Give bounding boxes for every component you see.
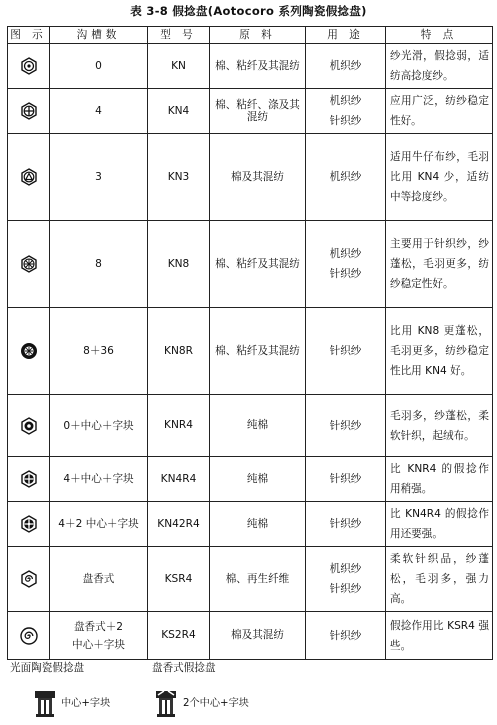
material-cell: 棉、粘纤、涤及其混纺 (210, 89, 306, 134)
coil-incense-disc-icon (20, 570, 38, 588)
use-cell (306, 308, 386, 395)
use-label: 针织纱 (329, 345, 362, 357)
grooves-cell: 4＋2 中心＋字块 (50, 502, 148, 547)
diagram-cell (8, 308, 50, 395)
legend (0, 660, 497, 725)
table-row (8, 395, 493, 457)
features-cell: 比用 KN8 更蓬松，毛羽更多，纺纱稳定性比用 KN4 好。 (386, 308, 493, 395)
use-label: 针织纱 (329, 115, 362, 127)
model-cell: KS2R4 (148, 612, 210, 660)
grooves-cell: 0＋中心＋字块 (50, 395, 148, 457)
use-label: 机织纱 (329, 171, 362, 183)
diagram-cell (8, 612, 50, 660)
use-cell (306, 89, 386, 134)
model-cell: KN8 (148, 221, 210, 308)
use-cell (306, 44, 386, 89)
use-label: 针织纱 (329, 268, 362, 280)
use-cell (306, 502, 386, 547)
diagram-cell (8, 547, 50, 612)
diagram-cell (8, 44, 50, 89)
grooves-cell: 8 (50, 221, 148, 308)
grooves-cell: 盘香式 (50, 547, 148, 612)
four-two-groove-insert-disc-icon (20, 515, 38, 533)
plain-disc-icon (20, 57, 38, 75)
grooves-cell: 4＋中心＋字块 (50, 457, 148, 502)
table-title: 表 3-8 假捻盘(Aotocoro 系列陶瓷假捻盘) (130, 4, 367, 18)
spec-table (7, 26, 493, 660)
model-cell: KSR4 (148, 547, 210, 612)
header-features: 特 点 (386, 27, 493, 44)
material-cell: 棉、再生纤维 (210, 547, 306, 612)
material-cell: 棉、粘纤及其混纺 (210, 221, 306, 308)
model-cell: KN3 (148, 134, 210, 221)
model-cell: KNR4 (148, 395, 210, 457)
use-label: 针织纱 (329, 583, 362, 595)
diagram-cell (8, 89, 50, 134)
header-diagram: 图 示 (8, 27, 50, 44)
diagram-cell (8, 457, 50, 502)
table-row (8, 89, 493, 134)
header-grooves: 沟槽数 (50, 27, 148, 44)
material-cell: 棉及其混纺 (210, 134, 306, 221)
diagram-cell (8, 134, 50, 221)
diagram-cell (8, 502, 50, 547)
table-row (8, 502, 493, 547)
model-cell: KN4R4 (148, 457, 210, 502)
model-cell: KN8R (148, 308, 210, 395)
use-label: 机织纱 (329, 60, 362, 72)
use-label: 机织纱 (329, 563, 362, 575)
features-cell: 纱光滑，假捻弱，适纺高捻度纱。 (386, 44, 493, 89)
material-cell: 纯棉 (210, 502, 306, 547)
table-row (8, 134, 493, 221)
features-cell: 柔软针织品，纱蓬松，毛羽多，强力高。 (386, 547, 493, 612)
header-material: 原 料 (210, 27, 306, 44)
features-cell: 比 KN4R4 的假捻作用还要强。 (386, 502, 493, 547)
features-cell: 比 KNR4 的假捻作用稍强。 (386, 457, 493, 502)
use-cell (306, 395, 386, 457)
material-cell: 纯棉 (210, 457, 306, 502)
table-header-row (8, 27, 493, 44)
grooves-cell: 8＋36 (50, 308, 148, 395)
features-cell: 适用牛仔布纱，毛羽比用 KN4 少，适纺中等捻度纱。 (386, 134, 493, 221)
center-insert-block-icon (34, 690, 56, 722)
center-insert-disc-icon (20, 417, 38, 435)
table-row (8, 308, 493, 395)
diagram-cell (8, 221, 50, 308)
eight-groove-disc-icon (20, 255, 38, 273)
material-cell: 棉及其混纺 (210, 612, 306, 660)
use-cell (306, 547, 386, 612)
table-row (8, 457, 493, 502)
use-label: 针织纱 (329, 473, 362, 485)
three-groove-disc-icon (20, 168, 38, 186)
use-label: 针织纱 (329, 419, 362, 432)
material-cell: 棉、粘纤及其混纺 (210, 44, 306, 89)
four-groove-insert-disc-icon (20, 470, 38, 488)
legend-caption-smooth: 光面陶瓷假捻盘 (10, 662, 85, 674)
features-cell: 假捻作用比 KSR4 强些。 (386, 612, 493, 660)
grooves-cell: 4 (50, 89, 148, 134)
header-use: 用 途 (306, 27, 386, 44)
grooves-cell: 盘香式＋2 中心＋字块 (50, 612, 148, 660)
features-cell: 应用广泛，纺纱稳定性好。 (386, 89, 493, 134)
use-label: 机织纱 (329, 248, 362, 260)
two-center-insert-block-icon (154, 690, 178, 722)
legend-label-two-center-insert: 2个中心+字块 (183, 698, 249, 709)
use-cell (306, 612, 386, 660)
grooves-cell: 0 (50, 44, 148, 89)
use-label: 针织纱 (329, 518, 362, 530)
table-row (8, 612, 493, 660)
diagram-cell (8, 395, 50, 457)
use-label: 机织纱 (329, 95, 362, 107)
material-cell: 棉、粘纤及其混纺 (210, 308, 306, 395)
gear-disc-icon (20, 342, 38, 360)
table-row (8, 221, 493, 308)
use-cell (306, 134, 386, 221)
model-cell: KN4 (148, 89, 210, 134)
material-cell: 纯棉 (210, 395, 306, 457)
legend-caption-coil: 盘香式假捻盘 (152, 662, 216, 674)
use-label: 针织纱 (329, 629, 362, 642)
table-row (8, 547, 493, 612)
coil-incense-two-insert-disc-icon (20, 627, 38, 645)
four-groove-disc-icon (20, 102, 38, 120)
table-row (8, 44, 493, 89)
header-model: 型 号 (148, 27, 210, 44)
legend-label-center-insert: 中心+字块 (61, 698, 111, 709)
use-cell (306, 221, 386, 308)
use-cell (306, 457, 386, 502)
model-cell: KN42R4 (148, 502, 210, 547)
features-cell: 毛羽多，纱蓬松，柔软针织，起绒布。 (386, 395, 493, 457)
grooves-cell: 3 (50, 134, 148, 221)
model-cell: KN (148, 44, 210, 89)
features-cell: 主要用于针织纱，纱蓬松，毛羽更多，纺纱稳定性好。 (386, 221, 493, 308)
